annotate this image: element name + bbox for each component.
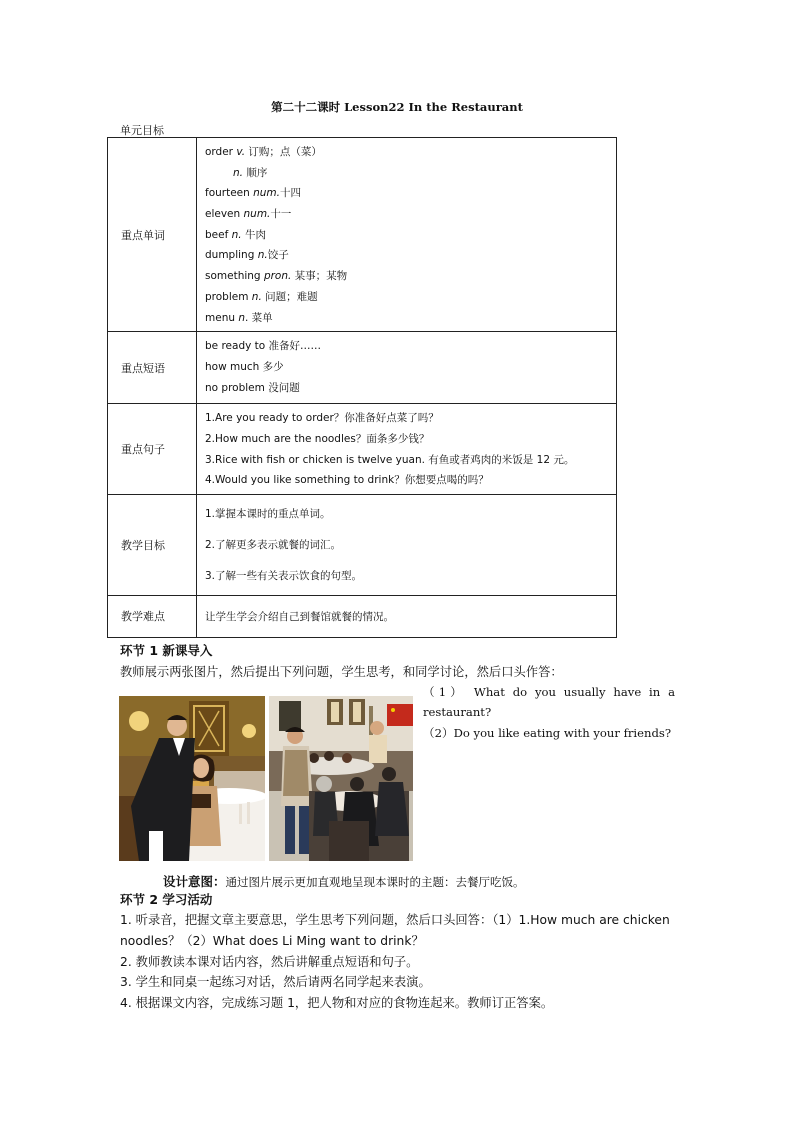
sentence-item: 3.Rice with fish or chicken is twelve yuan. 有鱼或者鸡肉的米饭是 12 元。 bbox=[205, 453, 575, 466]
restaurant-photo-diners bbox=[269, 696, 413, 861]
design-intent bbox=[163, 872, 525, 890]
phrase-cell bbox=[197, 332, 617, 404]
sentence-label: 重点句子 bbox=[108, 404, 197, 495]
difficulty-label: 教学难点 bbox=[108, 595, 197, 637]
question-1-line2: restaurant? bbox=[423, 705, 492, 719]
vocab-item: something pron. 某事；某物 bbox=[205, 270, 348, 283]
vocab-item: beef n. 牛肉 bbox=[205, 228, 266, 241]
activity-step: 1. 听录音，把握文章主要意思，学生思考下列问题，然后口头回答：（1）1.How much are chicken noodles？（2）What does Li Ming want to drink？ bbox=[120, 913, 670, 948]
question-2: （2）Do you like eating with your friends? bbox=[423, 726, 672, 740]
phrase-item: be ready to 准备好…… bbox=[205, 340, 322, 353]
vocab-item: fourteen num.十四 bbox=[205, 187, 302, 200]
activity-step: 2. 教师教读本课对话内容，然后讲解重点短语和句子。 bbox=[120, 954, 419, 969]
phrase-label: 重点短语 bbox=[108, 332, 197, 404]
difficulty-cell bbox=[197, 595, 617, 637]
activity-step: 3. 学生和同桌一起练习对话，然后请两名同学起来表演。 bbox=[120, 975, 431, 990]
vocab-item: dumpling n.饺子 bbox=[205, 249, 289, 262]
vocab-item: n. 顺序 bbox=[233, 166, 268, 179]
objectives-table bbox=[107, 137, 617, 638]
vocab-label: 重点单词 bbox=[108, 138, 197, 332]
teach-goal-cell bbox=[197, 494, 617, 595]
sentence-item: 1.Are you ready to order？你准备好点菜了吗？ bbox=[205, 412, 439, 425]
vocab-item: order v. 订购；点（菜） bbox=[205, 146, 322, 158]
section1-heading: 环节 1 新课导入 bbox=[120, 643, 213, 658]
vocab-item: problem n. 问题；难题 bbox=[205, 290, 318, 303]
unit-goal-label: 单元目标 bbox=[120, 124, 164, 137]
restaurant-photo-waiter bbox=[119, 696, 265, 861]
section1-intro: 教师展示两张图片，然后提出下列问题，学生思考，和同学讨论，然后口头作答： bbox=[120, 665, 563, 679]
phrase-item: no problem 没问题 bbox=[205, 381, 300, 394]
teach-goal-item: 1.掌握本课时的重点单词。 bbox=[205, 507, 331, 520]
sentence-item: 2.How much are the noodles？面条多少钱？ bbox=[205, 432, 430, 445]
vocab-cell bbox=[197, 138, 617, 332]
question-1-line1: （1） What do you usually have in a bbox=[423, 685, 675, 699]
section2-heading: 环节 2 学习活动 bbox=[120, 892, 213, 907]
teach-goal-item: 2.了解更多表示就餐的词汇。 bbox=[205, 538, 342, 551]
page-title: 第二十二课时 Lesson22 In the Restaurant bbox=[271, 100, 523, 114]
sentence-item: 4.Would you like something to drink？你想要点喝的吗？ bbox=[205, 474, 489, 487]
activity-steps bbox=[120, 910, 680, 1014]
teach-goal-label: 教学目标 bbox=[108, 494, 197, 595]
vocab-item: eleven num.十一 bbox=[205, 208, 292, 221]
vocab-item: menu n. 菜单 bbox=[205, 311, 273, 324]
difficulty-text: 让学生学会介绍自己到餐馆就餐的情况。 bbox=[205, 611, 394, 624]
design-intent-label: 设计意图： bbox=[163, 874, 226, 889]
teach-goal-item: 3.了解一些有关表示饮食的句型。 bbox=[205, 569, 363, 582]
sentence-cell bbox=[197, 404, 617, 495]
design-intent-text: 通过图片展示更加直观地呈现本课时的主题：去餐厅吃饭。 bbox=[225, 875, 525, 889]
phrase-item: how much 多少 bbox=[205, 360, 284, 373]
activity-step: 4. 根据课文内容，完成练习题 1，把人物和对应的食物连起来。教师订正答案。 bbox=[120, 996, 554, 1011]
